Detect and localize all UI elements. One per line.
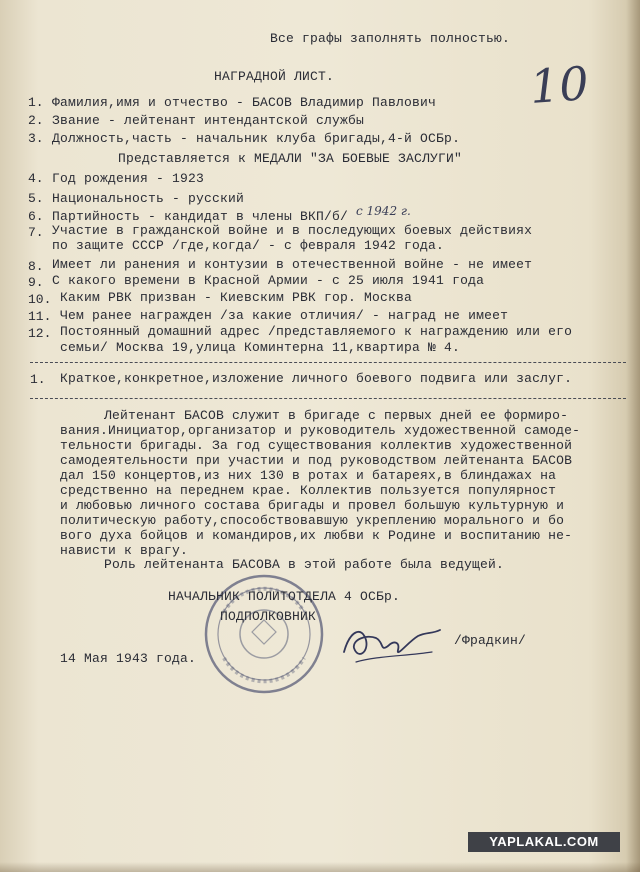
item-number: 5. <box>28 191 44 206</box>
item-rank: Звание - лейтенант интендантской службы <box>52 113 365 128</box>
item-combat-participation-line1: Участие в гражданской войне и в последующих боевых действиях <box>52 223 533 238</box>
role-line: Роль лейтенанта БАСОВА в этой работе была ведущей. <box>104 557 505 572</box>
paper-edge-shadow <box>0 862 640 872</box>
item-home-address-line1: Постоянный домашний адрес /представляемого к награждению или его <box>60 324 573 339</box>
item-draft-office: Каким РВК призван - Киевским РВК гор. Москва <box>60 290 413 305</box>
divider-line <box>30 362 626 363</box>
narrative-line: тельности бригады. За год существования коллектив художественной <box>60 438 573 453</box>
narrative-line: самодеятельности при участии и под руководством лейтенанта БАСОВ <box>60 453 573 468</box>
watermark-badge: YAPLAKAL.COM <box>468 832 620 852</box>
item-prior-awards: Чем ранее награжден /за какие отличия/ - наград не имеет <box>60 308 509 323</box>
party-handwritten-note: с 1942 г. <box>356 204 411 218</box>
item-number: 9. <box>28 275 44 290</box>
item-number: 1. <box>30 372 46 387</box>
summary-heading: Краткое,конкретное,изложение личного боевого подвига или заслуг. <box>60 371 573 386</box>
signatory-name: /Фрадкин/ <box>454 633 527 648</box>
item-number: 1. <box>28 95 44 110</box>
item-position: Должность,часть - начальник клуба бригады,4-й ОСБр. <box>52 131 461 146</box>
item-number: 3. <box>28 131 44 146</box>
signatory-rank: ПОДПОЛКОВНИК <box>220 609 317 624</box>
narrative-line: средственно на переднем крае. Коллектив пользуется популярност <box>60 483 557 498</box>
item-full-name: Фамилия,имя и отчество - БАСОВ Владимир Павлович <box>52 95 437 110</box>
item-combat-participation-line2: по защите СССР /где,когда/ - с февраля 1942 года. <box>52 238 445 253</box>
item-service-start: С какого времени в Красной Армии - с 25 июля 1941 года <box>52 273 485 288</box>
narrative-line: Лейтенант БАСОВ служит в бригаде с первых дней ее формиро- <box>104 408 569 423</box>
narrative-line: дал 150 концертов,из них 130 в ротах и батареях,в блиндажах на <box>60 468 557 483</box>
item-number: 7. <box>28 225 44 240</box>
document-date: 14 Мая 1943 года. <box>60 651 197 666</box>
divider-line <box>30 398 626 399</box>
item-number: 12. <box>28 326 52 341</box>
item-number: 10. <box>28 292 52 307</box>
document-title: НАГРАДНОЙ ЛИСТ. <box>214 69 335 84</box>
narrative-line: вого духа бойцов и командиров,их любви к Родине и воспитанию не- <box>60 528 573 543</box>
signatory-position: НАЧАЛЬНИК ПОЛИТОТДЕЛА 4 ОСБр. <box>168 589 401 604</box>
narrative-line: нависти к врагу. <box>60 543 189 558</box>
item-number: 4. <box>28 171 44 186</box>
narrative-line: политическую работу,способствовавшую укреплению морального и бо <box>60 513 565 528</box>
item-home-address-line2: семьи/ Москва 19,улица Коминтерна 11,квартира № 4. <box>60 340 461 355</box>
presented-for-award: Представляется к МЕДАЛИ "ЗА БОЕВЫЕ ЗАСЛУГИ" <box>118 151 463 166</box>
item-birth-year: Год рождения - 1923 <box>52 171 205 186</box>
item-number: 8. <box>28 259 44 274</box>
item-party: Партийность - кандидат в члены ВКП/б/ <box>52 209 349 224</box>
handwritten-sheet-number: 10 <box>528 56 591 114</box>
narrative-line: вания.Инициатор,организатор и руководитель художественной самоде- <box>60 423 581 438</box>
narrative-line: и любовью личного состава бригады и провел большую культурную и <box>60 498 565 513</box>
item-number: 11. <box>28 309 52 324</box>
item-nationality: Национальность - русский <box>52 191 245 206</box>
item-number: 6. <box>28 209 44 224</box>
header-note: Все графы заполнять полностью. <box>270 31 511 46</box>
handwritten-signature <box>336 612 446 668</box>
item-number: 2. <box>28 113 44 128</box>
paper-edge-shadow <box>626 0 640 872</box>
item-wounds: Имеет ли ранения и контузии в отечественной войне - не имеет <box>52 257 533 272</box>
